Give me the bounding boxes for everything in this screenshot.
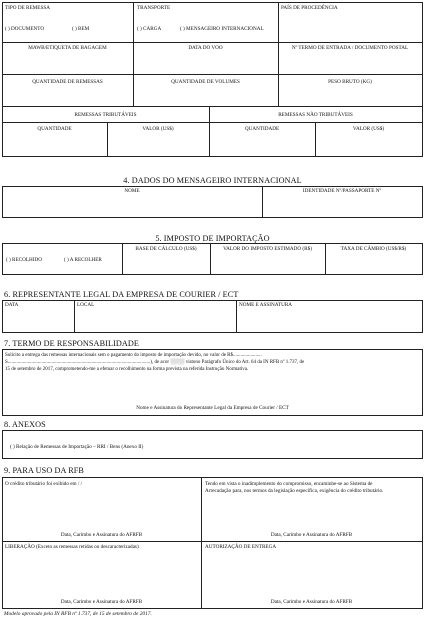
transporte-label: TRANSPORTE [137, 5, 171, 11]
local-label: LOCAL [77, 302, 95, 308]
peso-bruto-label: PESO BRUTO (KG) [328, 79, 372, 85]
identidade-label: IDENTIDADE Nº/PASSAPORTE Nº [302, 188, 382, 194]
liberacao-label: LIBERAÇÃO (Exceto as remessas retidas ou descaracterizadas) [5, 544, 139, 550]
autorizacao-entrega-label: AUTORIZAÇÃO DE ENTREGA [205, 544, 277, 550]
representante-signature-label: Nome e Assinatura do Representante Legal da Empresa de Courier / ECT [136, 405, 289, 411]
valor-trib-label: VALOR (US$) [142, 126, 174, 132]
base-calculo-label: BASE DE CÁLCULO (US$) [135, 246, 197, 252]
mensageiro-checkbox[interactable]: ( ) MENSAGEIRO INTERNACIONAL [180, 26, 264, 32]
pais-procedencia-label: PAÍS DE PROCEDÊNCIA [281, 5, 338, 11]
bem-checkbox[interactable]: ( ) BEM [72, 26, 90, 32]
termo-line-3: 15 de setembro de 2017, comprometendo-me a efetuar o recolhimento na forma prevista na referida Instrução Normativa. [5, 367, 249, 373]
termo-line-1: Solicito a entrega das remessas internacionais sem o pagamento do imposto de importação devido, no valor de R$....................... [5, 353, 262, 358]
credito-exibido-label: O crédito tributário foi exibido em / / [5, 481, 83, 487]
quantidade-trib-label: QUANTIDADE [37, 126, 72, 132]
valor-nao-trib-label: VALOR (US$) [352, 126, 385, 132]
documento-checkbox[interactable]: ( ) DOCUMENTO [5, 26, 45, 32]
quantidade-nao-trib-label: QUANTIDADE [244, 126, 280, 132]
section-6-title: 6. REPRESENTANTE LEGAL DA EMPRESA DE COURIER / ECT [4, 290, 239, 299]
tipo-remessa-label: TIPO DE REMESSA [5, 5, 50, 11]
afrfb-signature-1: Data, Carimbo e Assinatura do AFRFB [60, 532, 143, 538]
inadimplemento-text-1: Tendo em vista o inadimplemento do compromisso, encaminhe-se ao Sistema de [205, 481, 373, 487]
a-recolher-checkbox[interactable]: ( ) A RECOLHER [64, 257, 102, 263]
inadimplemento-text-2: Arrecadação para, nos termos da legislação específica, exigência do crédito tributário. [205, 488, 384, 494]
section-9-title: 9. PARA USO DA RFB [4, 466, 84, 475]
mawb-label: MAWB/ETIQUETA DE BAGAGEM [28, 45, 107, 51]
recolhido-checkbox[interactable]: ( ) RECOLHIDO [6, 257, 43, 263]
taxa-cambio-label: TAXA DE CÂMBIO (US$/R$) [340, 246, 407, 252]
section-7-title: 7. TERMO DE RESPONSABILIDADE [4, 339, 140, 348]
data-label: DATA [5, 302, 19, 308]
carga-checkbox[interactable]: ( ) CARGA [137, 26, 162, 32]
data-voo-label: DATA DO VOO [188, 45, 223, 51]
footer-note: Modelo aprovado pela IN RFB nº 1.737, de 15 de setembro de 2017. [4, 611, 152, 617]
section-4-title: 4. DADOS DO MENSAGEIRO INTERNACIONAL [123, 176, 302, 185]
nome-assinatura-label: NOME E ASSINATURA [239, 302, 293, 308]
termo-entrada-label: Nº TERMO DE ENTRADA / DOCUMENTO POSTAL [291, 45, 409, 51]
termo-paragraph [5, 352, 419, 374]
qtd-volumes-label: QUANTIDADE DE VOLUMES [171, 79, 240, 85]
afrfb-signature-2: Data, Carimbo e Assinatura do AFRFB [270, 532, 353, 538]
remessas-nao-tributaveis-label: REMESSAS NÃO TRIBUTÁVEIS [278, 112, 353, 118]
section-8-title: 8. ANEXOS [4, 420, 46, 429]
valor-estimado-label: VALOR DO IMPOSTO ESTIMADO (R$) [223, 246, 312, 252]
qtd-remessas-label: QUANTIDADE DE REMESSAS [32, 79, 103, 85]
termo-line-2: S..................................................................................................................), de acor ░░░░ vistono Parágrafo Único do Art. 64 da IN RFB nº 1.737, de [5, 360, 305, 366]
section-5-title: 5. IMPOSTO DE IMPORTAÇÃO [155, 234, 270, 243]
afrfb-signature-3: Data, Carimbo e Assinatura do AFRFB [60, 599, 143, 605]
afrfb-signature-4: Data, Carimbo e Assinatura do AFRFB [270, 599, 353, 605]
remessas-tributaveis-label: REMESSAS TRIBUTÁVEIS [74, 112, 137, 118]
nome-label: NOME [124, 188, 140, 194]
anexo-rri-checkbox[interactable]: ( ) Relação de Remessas de Importação – RRI / Bens (Anexo II) [10, 444, 144, 450]
